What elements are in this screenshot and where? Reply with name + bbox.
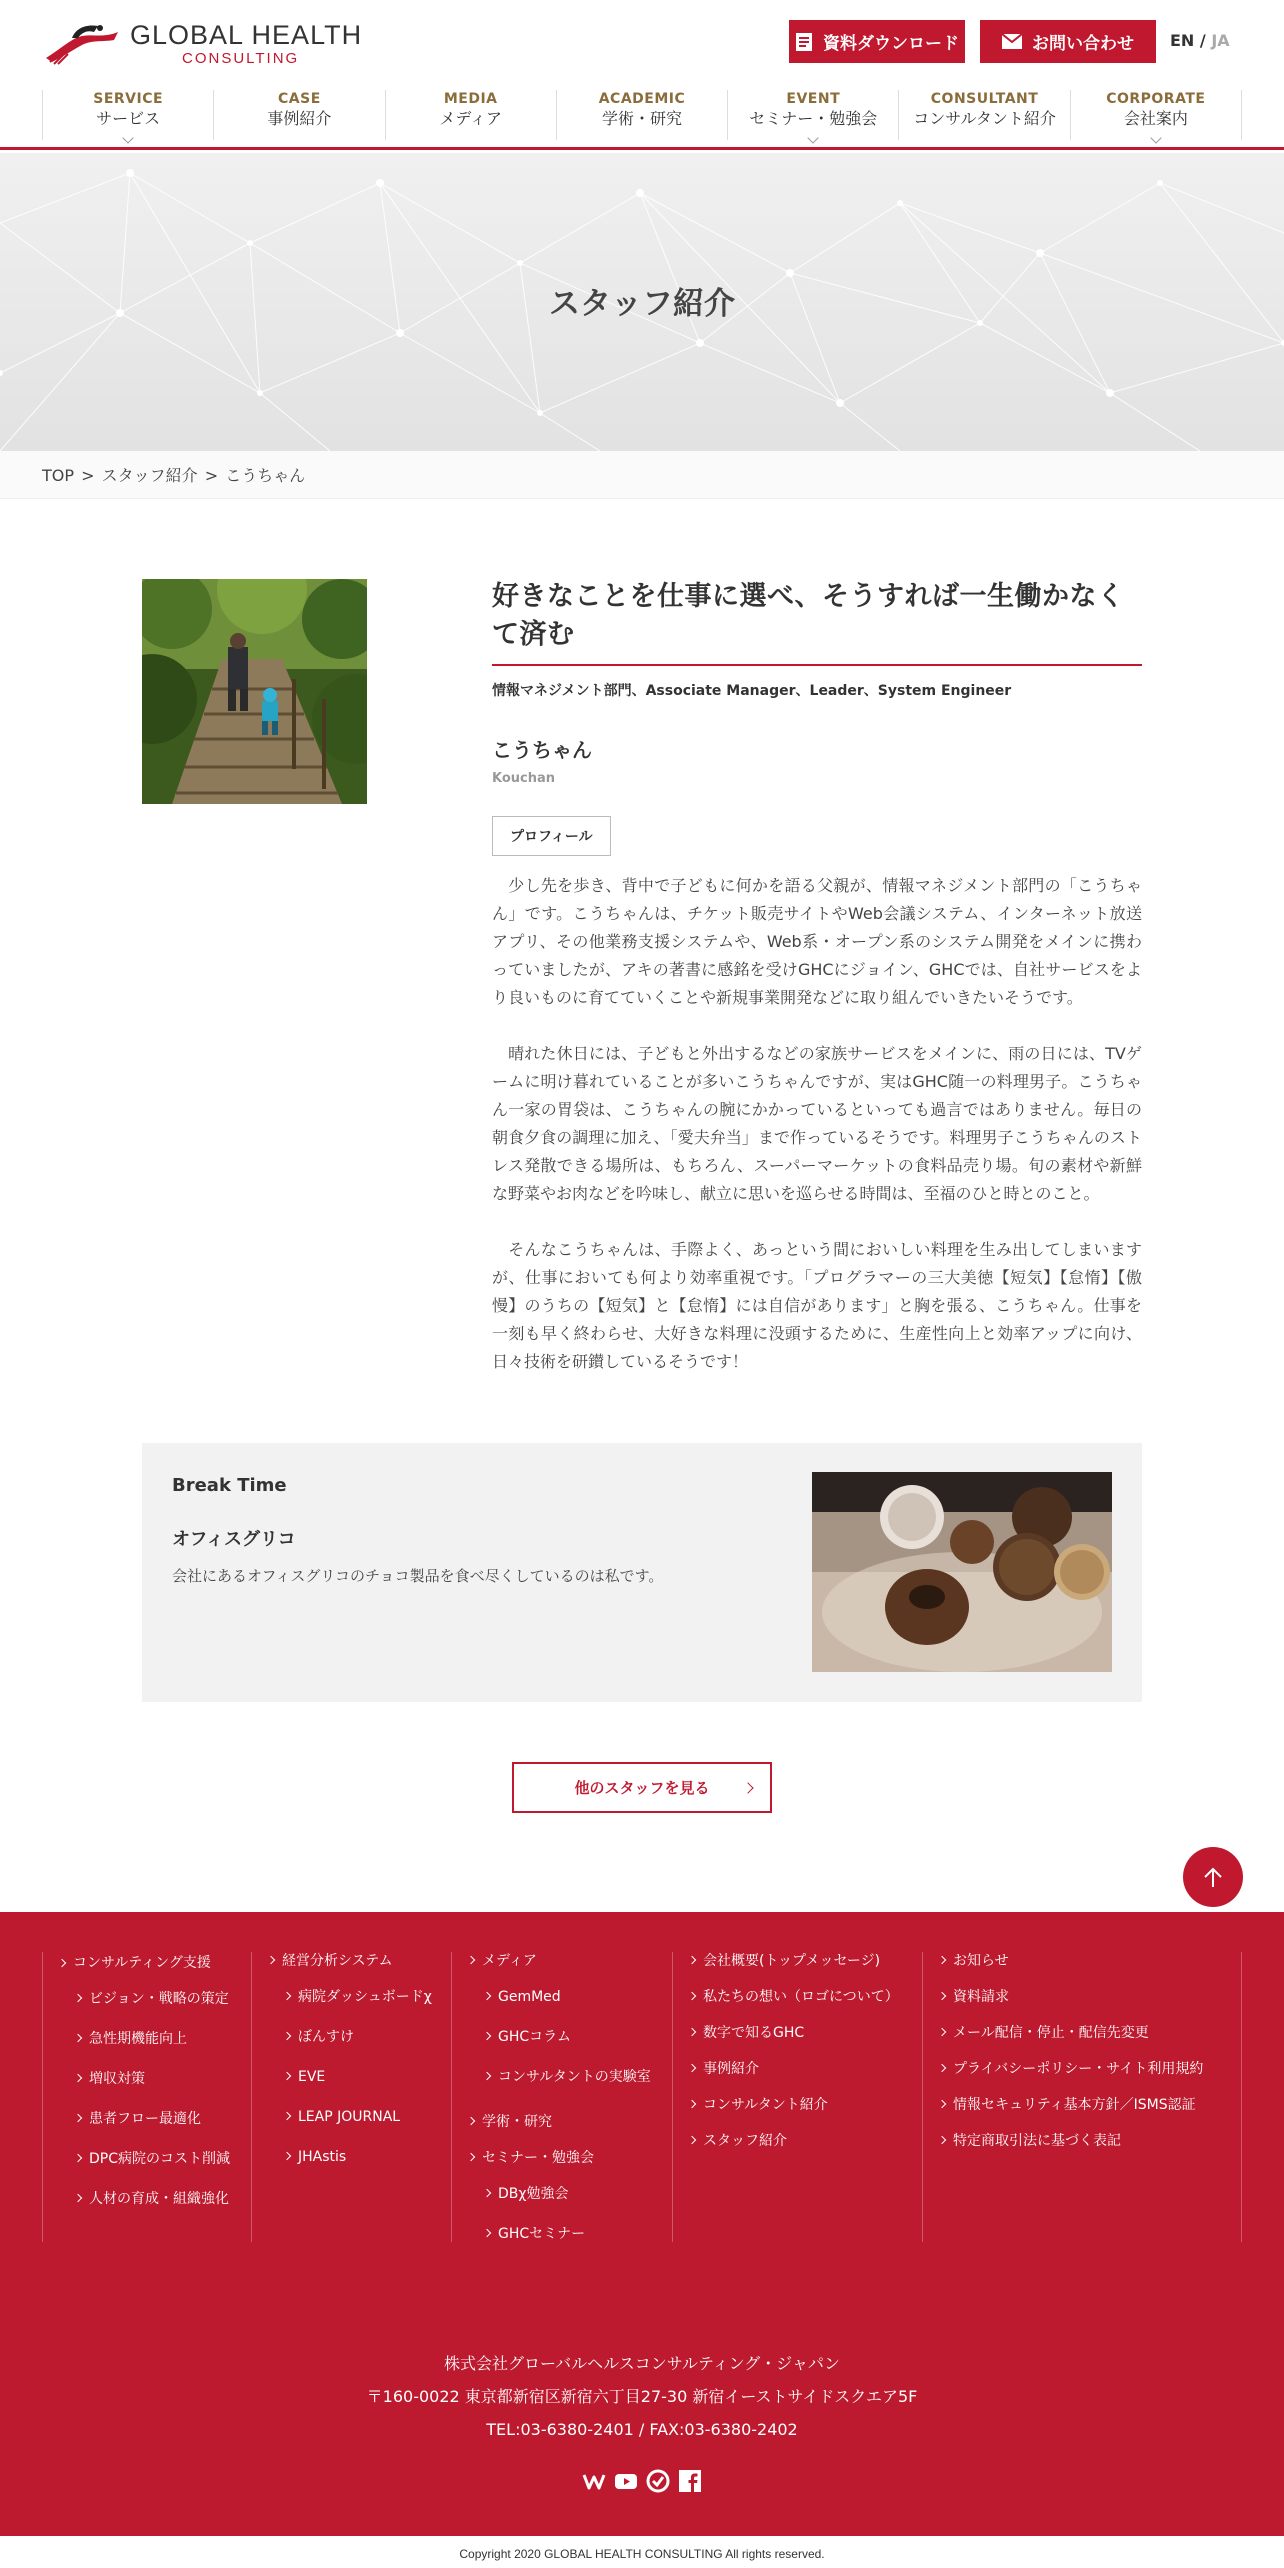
staff-headline: 好きなことを仕事に選べ、そうすれば一生働かなくて済む [492, 578, 1142, 666]
footer-link[interactable]: ビジョン・戦略の策定 [73, 1990, 251, 2008]
break-time-label: Break Time [172, 1475, 287, 1496]
footer-link[interactable]: GHCセミナー [482, 2225, 672, 2243]
chevron-right-icon [742, 1782, 753, 1793]
youtube-icon[interactable] [614, 2469, 638, 2497]
nav-item-academic[interactable] [556, 90, 727, 140]
footer-link[interactable]: コンサルタントの実験室 [482, 2068, 672, 2086]
logo-mark-icon [42, 18, 122, 66]
nav-item-ja: メディア [439, 109, 503, 128]
footer-link[interactable]: 学術・研究 [466, 2113, 672, 2131]
footer-link[interactable]: 特定商取引法に基づく表記 [937, 2132, 1241, 2150]
other-staff-label: 他のスタッフを見る [574, 1779, 710, 1797]
social-links [0, 2469, 1284, 2497]
logo-text-sub: CONSULTING [182, 50, 300, 67]
global-nav [42, 90, 1242, 140]
footer-link[interactable]: 経営分析システム [266, 1952, 451, 1970]
footer-company-info [0, 2347, 1284, 2446]
profile-tag: プロフィール [492, 816, 611, 856]
nav-item-en: MEDIA [443, 91, 498, 107]
nav-item-en: CONSULTANT [930, 91, 1039, 107]
footer-link[interactable]: 事例紹介 [687, 2060, 922, 2078]
chevron-down-icon [808, 132, 819, 143]
breadcrumb-separator: > [81, 466, 95, 485]
chocolate-photo [812, 1472, 1112, 1672]
site-footer [0, 1912, 1284, 2536]
footer-sitemap [42, 1952, 1242, 2242]
footer-link[interactable]: プライバシーポリシー・サイト利用規約 [937, 2060, 1241, 2078]
footer-link[interactable]: DBχ勉強会 [482, 2185, 672, 2203]
nav-item-corporate[interactable] [1070, 90, 1242, 140]
breadcrumb-current: こうちゃん [225, 466, 306, 485]
lang-en-link[interactable]: EN [1170, 31, 1195, 50]
language-switcher [1170, 31, 1230, 50]
footer-link[interactable]: 会社概要(トップメッセージ) [687, 1952, 922, 1970]
footer-link[interactable]: スタッフ紹介 [687, 2132, 922, 2150]
staff-name-roman: Kouchan [492, 771, 556, 786]
nav-item-ja: コンサルタント紹介 [913, 109, 1056, 128]
page-title: スタッフ紹介 [549, 286, 735, 322]
staff-profile [492, 578, 1142, 1376]
lang-separator: / [1194, 31, 1212, 50]
footer-col-systems [251, 1952, 451, 2242]
footer-link[interactable]: EVE [282, 2068, 451, 2086]
facebook-icon[interactable] [678, 2469, 702, 2497]
break-time-title: オフィスグリコ [172, 1529, 296, 1550]
footer-link[interactable]: 患者フロー最適化 [73, 2110, 251, 2128]
arrow-up-icon [1201, 1865, 1225, 1889]
site-header [0, 0, 1284, 150]
footer-link[interactable]: セミナー・勉強会 [466, 2149, 672, 2167]
footer-link[interactable]: ぼんすけ [282, 2028, 451, 2046]
footer-col-media [451, 1952, 672, 2242]
contact-button[interactable] [980, 20, 1156, 63]
page-top-button[interactable] [1183, 1847, 1243, 1907]
breadcrumb-section-link[interactable]: スタッフ紹介 [101, 466, 198, 485]
footer-link[interactable]: 病院ダッシュボードχ [282, 1988, 451, 2006]
download-label: 資料ダウンロード [823, 34, 959, 54]
footer-col-corporate [672, 1952, 922, 2242]
footer-link[interactable]: 情報セキュリティ基本方針／ISMS認証 [937, 2096, 1241, 2114]
footer-link[interactable]: メディア [466, 1952, 672, 1970]
footer-link[interactable]: メール配信・停止・配信先変更 [937, 2024, 1241, 2042]
chevron-down-icon [122, 132, 133, 143]
nav-item-en: SERVICE [93, 91, 164, 107]
breadcrumb-top-link[interactable]: TOP [42, 466, 75, 485]
staff-department: 情報マネジメント部門、Associate Manager、Leader、System Engineer [492, 683, 1012, 699]
footer-link[interactable]: 資料請求 [937, 1988, 1241, 2006]
company-tel-fax: TEL:03-6380-2401 / FAX:03-6380-2402 [486, 2420, 798, 2439]
nav-item-ja: 事例紹介 [267, 109, 332, 128]
footer-link[interactable]: 人材の育成・組織強化 [73, 2190, 251, 2208]
nav-item-en: EVENT [786, 91, 841, 107]
footer-link[interactable]: GemMed [482, 1988, 672, 2006]
staff-photo [142, 579, 367, 804]
mail-icon [1002, 34, 1022, 49]
nav-item-en: ACADEMIC [598, 91, 686, 107]
footer-link[interactable]: GHCコラム [482, 2028, 672, 2046]
nav-item-event[interactable] [727, 90, 898, 140]
company-address: 〒160-0022 東京都新宿区新宿六丁目27-30 新宿イーストサイドスクエア5F [366, 2387, 918, 2406]
nav-item-ja: セミナー・勉強会 [749, 109, 878, 128]
profile-paragraph: そんなこうちゃんは、手際よく、あっという間においしい料理を生み出してしまいますが、仕事においても何より効率重視です。「プログラマーの三大美徳【短気】【怠惰】【傲慢】のうちの【短気】と【怠惰】には自信があります」と胸を張る、こうちゃん。仕事を一刻も早く終わらせ、大好きな料理に没頭するために、生産性向上と効率アップに向け、日々技術を研鑚しているそうです！ [492, 1240, 1142, 1371]
footer-link[interactable]: コンサルタント紹介 [687, 2096, 922, 2114]
footer-col-info [922, 1952, 1242, 2242]
w-icon[interactable] [582, 2469, 606, 2497]
footer-link[interactable]: コンサルティング支援 [57, 1955, 211, 1971]
copyright: Copyright 2020 GLOBAL HEALTH CONSULTING All rights reserved. [0, 2536, 1284, 2568]
nav-item-media[interactable] [385, 90, 556, 140]
breadcrumb [0, 451, 1284, 499]
other-staff-button[interactable] [512, 1762, 772, 1813]
page-hero [0, 153, 1284, 451]
break-time-box [142, 1443, 1142, 1702]
footer-col-consulting [42, 1952, 251, 2242]
nav-item-case[interactable] [213, 90, 384, 140]
document-icon [795, 32, 813, 52]
nav-item-consultant[interactable] [898, 90, 1069, 140]
footer-link[interactable]: 私たちの想い（ロゴについて） [687, 1988, 922, 2006]
nav-item-service[interactable] [42, 90, 213, 140]
footer-link[interactable]: JHAstis [282, 2148, 451, 2166]
nav-item-ja: サービス [96, 109, 161, 128]
nav-item-ja: 会社案内 [1123, 109, 1188, 128]
footer-link[interactable]: 数字で知るGHC [687, 2024, 922, 2042]
staff-name: こうちゃん [492, 738, 592, 762]
profile-paragraph: 少し先を歩き、背中で子どもに何かを語る父親が、情報マネジメント部門の「こうちゃん」です。こうちゃんは、チケット販売サイトやWeb会議システム、インターネット放送アプリ、その他業務支援システムや、Web系・オープン系のシステム開発をメインに携わっていましたが、アキの著書に感銘を受けGHCにジョイン、GHCでは、自社サービスをより良いものに育てていくことや新規事業開発などに取り組んでいきたいそうです。 [492, 876, 1142, 1007]
chevron-down-icon [1150, 132, 1161, 143]
profile-paragraph: 晴れた休日には、子どもと外出するなどの家族サービスをメインに、雨の日には、TVゲームに明け暮れていることが多いこうちゃんですが、実はGHC随一の料理男子。こうちゃん一家の胃袋は、こうちゃんの腕にかかっているといっても過言ではありません。毎日の朝食夕食の調理に加え、「愛夫弁当」まで作っているそうです。料理男子こうちゃんのストレス発散できる場所は、もちろん、スーパーマーケットの食料品売り場。旬の素材や新鮮な野菜やお肉などを吟味し、献立に思いを巡らせる時間は、至福のひと時とのこと。 [492, 1044, 1142, 1203]
nav-item-en: CASE [278, 91, 321, 107]
footer-link[interactable]: 急性期機能向上 [73, 2030, 251, 2048]
logo-text-main: GLOBAL HEALTH [130, 20, 363, 50]
nav-item-ja: 学術・研究 [601, 109, 682, 128]
lang-ja-link[interactable]: JA [1211, 31, 1230, 50]
break-time-text: 会社にあるオフィスグリコのチョコ製品を食べ尽くしているのは私です。 [172, 1567, 664, 1585]
contact-label: お問い合わせ [1032, 34, 1134, 54]
footer-link[interactable]: 増収対策 [73, 2070, 251, 2088]
check-icon[interactable] [646, 2469, 670, 2497]
nav-item-en: CORPORATE [1106, 91, 1206, 107]
download-button[interactable] [789, 20, 965, 63]
site-logo[interactable] [42, 18, 363, 67]
footer-link[interactable]: お知らせ [937, 1952, 1241, 1970]
footer-link[interactable]: LEAP JOURNAL [282, 2108, 451, 2126]
breadcrumb-separator: > [204, 466, 219, 485]
footer-link[interactable]: DPC病院のコスト削減 [73, 2150, 251, 2168]
company-name: 株式会社グローバルヘルスコンサルティング・ジャパン [443, 2354, 840, 2373]
